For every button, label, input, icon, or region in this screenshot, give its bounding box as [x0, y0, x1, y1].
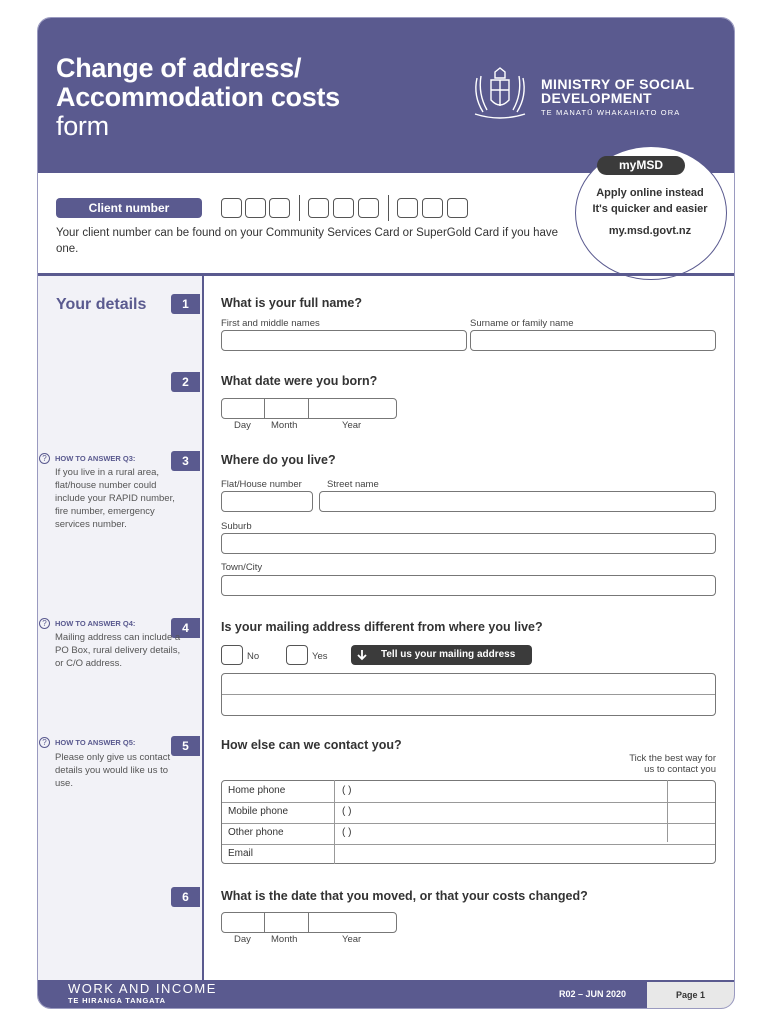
q5-help-heading: HOW TO ANSWER Q5:: [55, 738, 136, 747]
q5-help-text: Please only give us contact details you would like us to use.: [55, 752, 171, 789]
client-digit-9[interactable]: [447, 198, 468, 218]
mymsd-apply-text: Apply online instead: [596, 187, 704, 199]
question-number-4: 4: [171, 618, 200, 638]
tell-mailing-address-button[interactable]: [351, 645, 532, 665]
coat-of-arms-icon: [469, 66, 531, 122]
q4-help-heading: HOW TO ANSWER Q4:: [55, 619, 136, 628]
client-separator: [299, 195, 300, 221]
help-icon: ?: [39, 737, 50, 748]
question-5-text: How else can we contact you?: [221, 738, 402, 752]
help-icon: ?: [39, 453, 50, 464]
section-title: Your details: [56, 296, 147, 313]
work-and-income-maori: TE HIRANGA TANGATA: [68, 996, 166, 1005]
other-phone-label: Other phone: [228, 827, 284, 838]
help-icon: ?: [39, 618, 50, 629]
table-column-divider: [334, 780, 335, 864]
mailing-no-label: No: [247, 651, 260, 662]
move-month-label: Month: [271, 934, 298, 945]
q4-help-text: Mailing address can include a PO Box, rural delivery details, or C/O address.: [55, 632, 181, 669]
mailing-no-checkbox[interactable]: [221, 645, 243, 665]
street-name-input[interactable]: [319, 491, 716, 512]
title-line-2: Accommodation costs: [56, 82, 340, 112]
town-input[interactable]: [221, 575, 716, 596]
client-separator: [388, 195, 389, 221]
ministry-line-2: DEVELOPMENT: [541, 90, 652, 106]
town-label: Town/City: [221, 562, 263, 573]
q3-help-heading: HOW TO ANSWER Q3:: [55, 454, 136, 463]
mailing-yes-checkbox[interactable]: [286, 645, 308, 665]
mymsd-logo: myMSD: [597, 156, 685, 175]
home-phone-input[interactable]: ( ): [342, 785, 352, 796]
question-number-6: 6: [171, 887, 200, 907]
client-digit-8[interactable]: [422, 198, 443, 218]
tick-instruction-line-2: us to contact you: [644, 764, 716, 775]
question-number-2: 2: [171, 372, 200, 392]
table-row: [222, 781, 715, 803]
flat-number-label: Flat/House number: [221, 479, 302, 490]
table-row: [222, 844, 715, 865]
ministry-name: [541, 77, 694, 105]
client-digit-4[interactable]: [308, 198, 329, 218]
question-number-5: 5: [171, 736, 200, 756]
street-name-label: Street name: [327, 479, 379, 490]
birth-day-label: Day: [234, 420, 251, 431]
question-3-text: Where do you live?: [221, 453, 336, 467]
form-page: [37, 17, 735, 1009]
email-label: Email: [228, 848, 254, 859]
question-1-text: What is your full name?: [221, 296, 362, 310]
question-2-text: What date were you born?: [221, 374, 378, 388]
mymsd-url-link[interactable]: my.msd.govt.nz: [608, 225, 692, 237]
birth-month-label: Month: [271, 420, 298, 431]
mobile-phone-label: Mobile phone: [228, 806, 289, 817]
table-row: [222, 823, 715, 845]
question-number-3: 3: [171, 451, 200, 471]
move-day-label: Day: [234, 934, 251, 945]
move-date-input[interactable]: [221, 912, 397, 933]
ministry-maori-name: TE MANATŪ WHAKAHIATO ORA: [541, 108, 681, 117]
client-digit-1[interactable]: [221, 198, 242, 218]
surname-input[interactable]: [470, 330, 716, 351]
mailing-yes-label: Yes: [312, 651, 328, 662]
tick-column-divider: [667, 780, 668, 842]
arrow-down-icon: [355, 648, 369, 662]
mobile-phone-input[interactable]: ( ): [342, 806, 352, 817]
tick-instruction: [578, 753, 716, 775]
client-digit-6[interactable]: [358, 198, 379, 218]
client-digit-2[interactable]: [245, 198, 266, 218]
mymsd-quicker-text: It's quicker and easier: [592, 203, 708, 215]
question-4-text: Is your mailing address different from where you live?: [221, 620, 543, 634]
column-divider: [202, 276, 204, 980]
client-number-label: Client number: [56, 198, 202, 218]
flat-number-input[interactable]: [221, 491, 313, 512]
q3-help-text: If you live in a rural area, flat/house number could include your RAPID number, fire number, emergency services number.: [55, 467, 175, 530]
other-phone-input[interactable]: ( ): [342, 827, 352, 838]
birth-year-label: Year: [342, 420, 362, 431]
date-divider: [308, 912, 309, 933]
home-phone-label: Home phone: [228, 785, 286, 796]
client-digit-7[interactable]: [397, 198, 418, 218]
question-number-1: 1: [171, 294, 200, 314]
date-divider: [264, 398, 265, 419]
ministry-line-1: MINISTRY OF SOCIAL: [541, 76, 695, 92]
client-digit-5[interactable]: [333, 198, 354, 218]
birth-date-input[interactable]: [221, 398, 397, 419]
date-divider: [308, 398, 309, 419]
form-code: R02 – JUN 2020: [559, 989, 627, 999]
date-divider: [264, 912, 265, 933]
table-row: [222, 802, 715, 824]
client-digit-3[interactable]: [269, 198, 290, 218]
surname-label: Surname or family name: [470, 318, 574, 329]
suburb-label: Suburb: [221, 521, 252, 532]
client-number-help: Your client number can be found on your Community Services Card or SuperGold Card if you have one.: [56, 227, 559, 255]
work-and-income-logo: WORK AND INCOME: [68, 981, 217, 996]
contact-table: [221, 780, 716, 864]
tick-instruction-line-1: Tick the best way for: [629, 753, 716, 764]
tell-mailing-address-label: Tell us your mailing address: [381, 649, 516, 660]
mailing-address-divider: [222, 694, 715, 695]
title-line-3: form: [56, 111, 109, 141]
page-title: [56, 54, 340, 141]
move-year-label: Year: [342, 934, 362, 945]
page-number: Page 1: [647, 982, 734, 1008]
first-names-input[interactable]: [221, 330, 467, 351]
first-names-label: First and middle names: [221, 318, 320, 329]
suburb-input[interactable]: [221, 533, 716, 554]
title-line-1: Change of address/: [56, 53, 302, 83]
question-6-text: What is the date that you moved, or that your costs changed?: [221, 889, 588, 903]
